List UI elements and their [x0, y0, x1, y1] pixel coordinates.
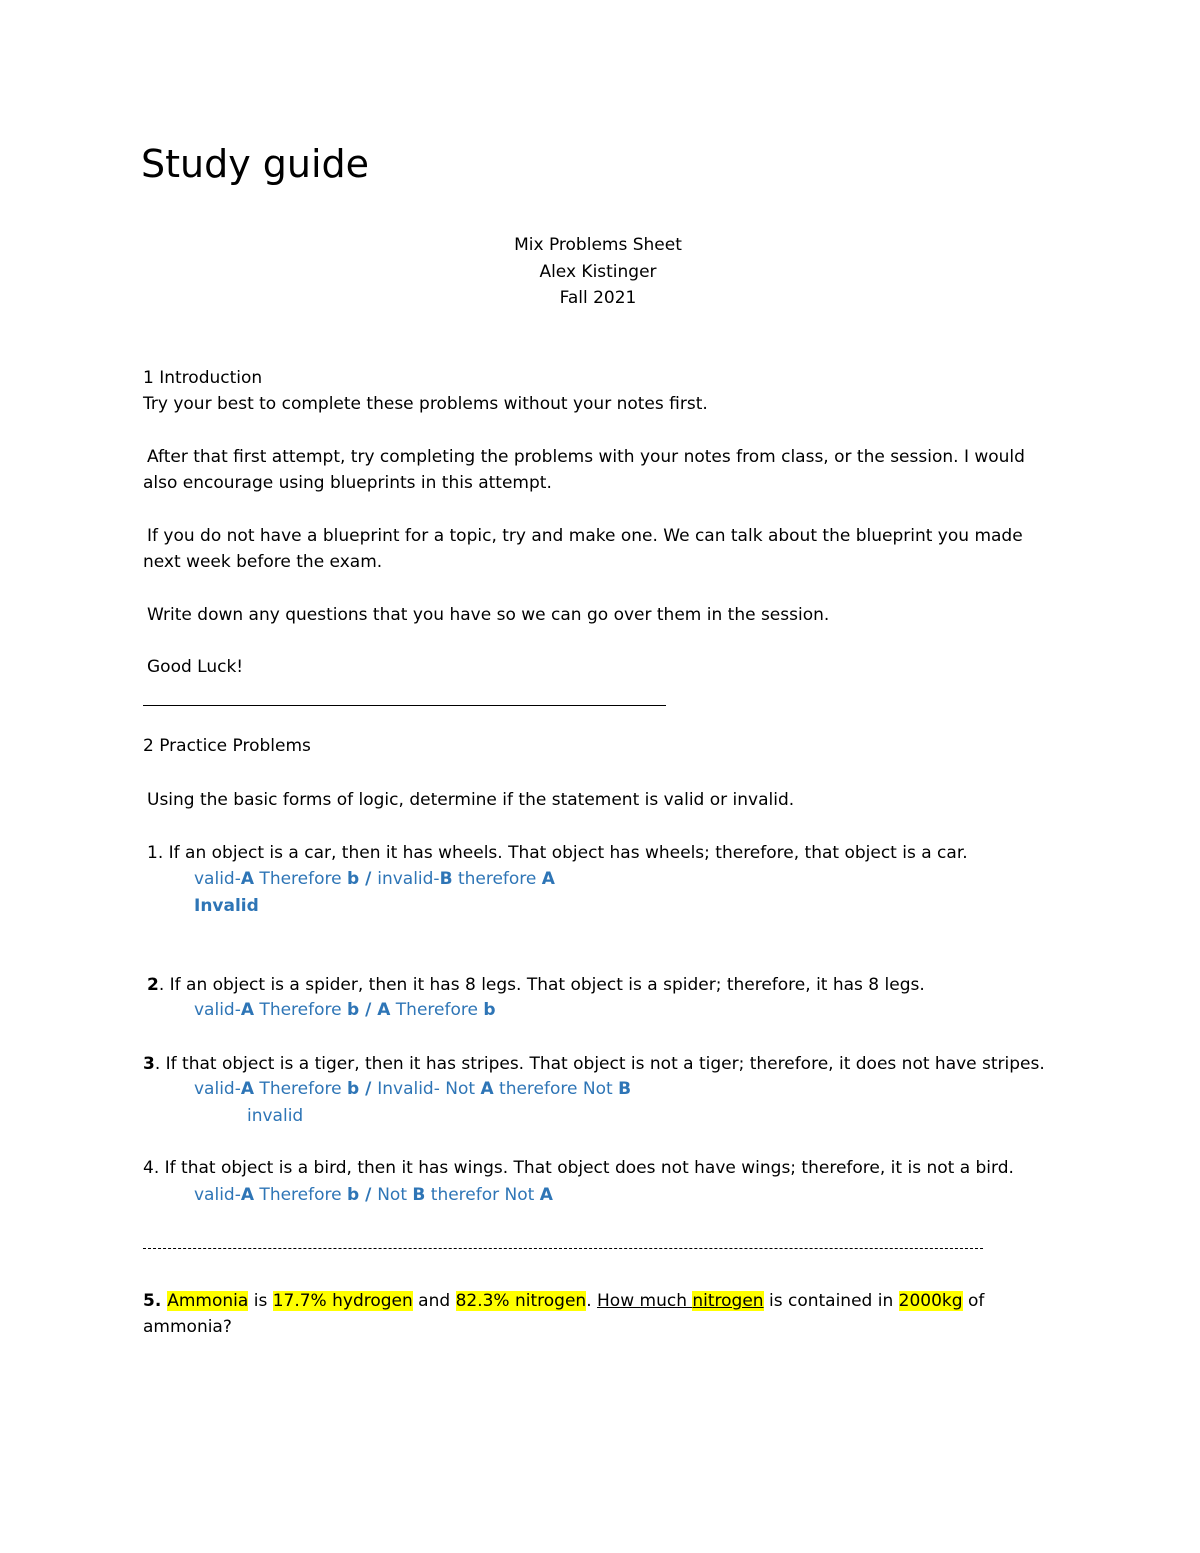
form-symbol: A [240, 1079, 255, 1099]
form-text: therefore Not [493, 1079, 619, 1099]
highlight-nitrogen: nitrogen [692, 1291, 764, 1311]
problem-5-line-2: ammonia? [143, 1317, 232, 1337]
form-label: Not [377, 1185, 413, 1205]
intro-paragraph-2-line-1: After that first attempt, try completing the problems with your notes from class, or the session. I would [147, 447, 1025, 467]
problem-2-forms [194, 998, 496, 1022]
highlight-mass: 2000kg [898, 1291, 963, 1311]
problem-3-forms [194, 1077, 631, 1101]
form-label: valid- [194, 1185, 241, 1205]
highlight-nitrogen-percent: 82.3% nitrogen [455, 1291, 587, 1311]
form-separator: / [359, 1000, 378, 1020]
form-label: valid- [194, 1079, 241, 1099]
sheet-name: Mix Problems Sheet [514, 235, 682, 255]
practice-instruction: Using the basic forms of logic, determine if the statement is valid or invalid. [147, 790, 795, 810]
problem-3-statement [143, 1052, 1045, 1076]
form-symbol: A [240, 869, 255, 889]
problem-number: 3 [143, 1054, 155, 1074]
form-text: Therefore [254, 1079, 347, 1099]
problem-5-statement [143, 1289, 984, 1313]
problem-text: . If an object is a car, then it has wheels. That object has wheels; therefore, that object is a car. [157, 843, 968, 863]
term-label: Fall 2021 [559, 288, 637, 308]
problem-1-statement [147, 841, 968, 865]
form-label: valid- [194, 1000, 241, 1020]
form-symbol: b [347, 869, 360, 889]
form-symbol: b [483, 1000, 496, 1020]
intro-paragraph-4: Write down any questions that you have so we can go over them in the session. [147, 605, 830, 625]
form-separator: / [359, 1185, 378, 1205]
text-segment: of [962, 1291, 985, 1311]
underlined-question: How much [597, 1291, 693, 1311]
intro-heading: 1 Introduction [143, 368, 263, 388]
form-symbol: A [240, 1000, 255, 1020]
answer-text: Invalid [194, 896, 259, 916]
form-text: Therefore [254, 869, 347, 889]
form-separator: / [359, 1079, 378, 1099]
page-title: Study guide [141, 142, 370, 186]
text-segment: . [586, 1291, 598, 1311]
form-symbol: A [480, 1079, 494, 1099]
form-symbol: A [377, 1000, 391, 1020]
intro-paragraph-5: Good Luck! [147, 657, 244, 677]
section-divider-dashed [143, 1248, 983, 1249]
problem-text: . If that object is a bird, then it has wings. That object does not have wings; therefore, it is not a bird. [153, 1158, 1014, 1178]
form-symbol: b [347, 1079, 360, 1099]
problem-text: . If that object is a tiger, then it has stripes. That object is not a tiger; therefore, it does not have stripes. [154, 1054, 1045, 1074]
problem-1-forms [194, 867, 555, 891]
text-segment: is contained in [763, 1291, 899, 1311]
intro-paragraph-3-line-1: If you do not have a blueprint for a topic, try and make one. We can talk about the blueprint you made [147, 526, 1023, 546]
problem-3-answer: invalid [247, 1106, 304, 1126]
form-text: therefor Not [425, 1185, 540, 1205]
problem-number: 5 [143, 1291, 155, 1311]
intro-paragraph-1: Try your best to complete these problems without your notes first. [143, 394, 708, 414]
form-label: invalid- [377, 869, 440, 889]
text-segment: is [248, 1291, 273, 1311]
form-symbol: A [539, 1185, 553, 1205]
author-name: Alex Kistinger [539, 262, 657, 282]
problem-number: 4 [143, 1158, 154, 1178]
form-symbol: b [347, 1185, 360, 1205]
problem-4-forms [194, 1183, 553, 1207]
form-label: valid- [194, 869, 241, 889]
form-symbol: B [618, 1079, 632, 1099]
problem-2-statement [147, 973, 925, 997]
form-text: therefore [452, 869, 542, 889]
problem-4-statement [143, 1156, 1014, 1180]
form-symbol: A [240, 1185, 255, 1205]
problem-1-answer [194, 894, 259, 918]
form-symbol: B [412, 1185, 426, 1205]
practice-heading: 2 Practice Problems [143, 736, 311, 756]
intro-paragraph-3-line-2: next week before the exam. [143, 552, 383, 572]
form-separator: / [359, 869, 378, 889]
intro-paragraph-2-line-2: also encourage using blueprints in this attempt. [143, 473, 552, 493]
form-text: Therefore [254, 1185, 347, 1205]
highlight-ammonia: Ammonia [167, 1291, 249, 1311]
form-text: Therefore [254, 1000, 347, 1020]
problem-text: . If an object is a spider, then it has 8 legs. That object is a spider; therefore, it has 8 legs. [158, 975, 925, 995]
problem-number: 2 [147, 975, 159, 995]
problem-number: 1 [147, 843, 158, 863]
highlight-hydrogen: 17.7% hydrogen [272, 1291, 413, 1311]
problem-dot: . [154, 1291, 168, 1311]
text-segment: and [412, 1291, 456, 1311]
form-text: Therefore [390, 1000, 484, 1020]
form-label: Invalid- Not [377, 1079, 481, 1099]
section-divider [143, 705, 666, 706]
form-symbol: b [347, 1000, 360, 1020]
form-symbol: A [541, 869, 555, 889]
form-symbol: B [439, 869, 453, 889]
